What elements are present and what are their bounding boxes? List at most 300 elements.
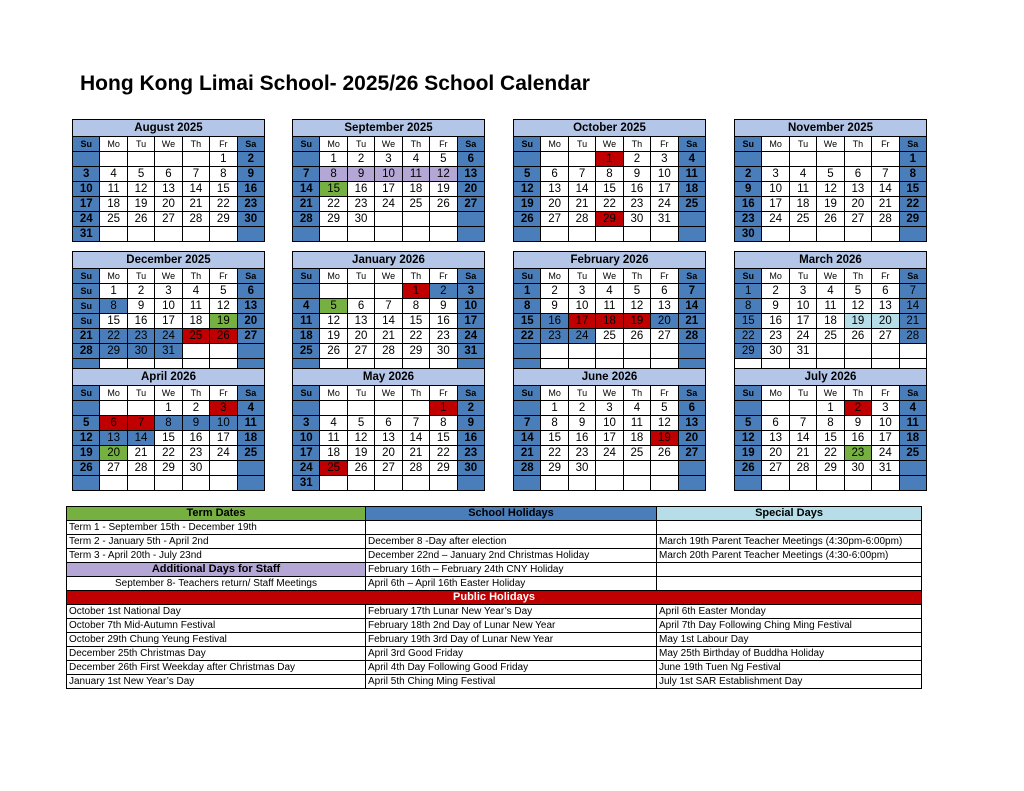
day-cell (678, 212, 705, 227)
weekday-label: Su (735, 386, 762, 401)
day-cell (100, 476, 127, 491)
day-cell: 20 (100, 446, 127, 461)
day-cell: 23 (568, 446, 595, 461)
day-cell (514, 476, 541, 491)
day-cell: 6 (651, 284, 678, 299)
weekday-label: Mo (320, 137, 347, 152)
weekday-label: Fr (210, 137, 237, 152)
day-cell: 6 (872, 284, 899, 299)
month-title: December 2025 (73, 252, 265, 269)
school-holidays-header: School Holidays (366, 507, 657, 521)
weekday-label: Su (735, 137, 762, 152)
day-cell: 10 (762, 182, 789, 197)
month-title: February 2026 (514, 252, 706, 269)
day-cell: 12 (73, 431, 100, 446)
weekday-label: We (375, 386, 402, 401)
day-cell: 26 (651, 446, 678, 461)
weekday-label: We (817, 137, 844, 152)
day-cell: 24 (568, 329, 595, 344)
public-holidays-list (67, 605, 922, 689)
weekday-label: Mo (541, 137, 568, 152)
day-cell (100, 227, 127, 242)
day-cell: 21 (514, 446, 541, 461)
day-cell (817, 227, 844, 242)
day-cell: 11 (899, 416, 926, 431)
day-cell: 23 (541, 329, 568, 344)
weekday-label: Th (844, 269, 871, 284)
month-calendar (734, 368, 927, 491)
day-cell: 1 (541, 401, 568, 416)
day-cell: 26 (430, 197, 457, 212)
day-cell (127, 401, 154, 416)
weekday-label: We (596, 269, 623, 284)
day-cell: 5 (844, 284, 871, 299)
day-cell: 9 (541, 299, 568, 314)
day-cell (844, 344, 871, 359)
day-cell: 1 (735, 284, 762, 299)
day-cell: 28 (789, 461, 816, 476)
day-cell (457, 227, 484, 242)
public-holiday: April 4th Day Following Good Friday (366, 661, 657, 675)
day-cell: 1 (320, 152, 347, 167)
day-cell (347, 227, 374, 242)
day-cell: 7 (375, 299, 402, 314)
day-cell: 21 (678, 314, 705, 329)
day-cell: 12 (844, 299, 871, 314)
day-cell (762, 401, 789, 416)
weekday-label: Fr (872, 269, 899, 284)
day-cell: 25 (789, 212, 816, 227)
day-cell: 20 (651, 314, 678, 329)
day-cell: 27 (541, 212, 568, 227)
day-cell (210, 344, 237, 359)
day-cell: 17 (789, 314, 816, 329)
day-cell: 21 (127, 446, 154, 461)
day-cell: 5 (817, 167, 844, 182)
day-cell: 11 (182, 299, 209, 314)
weekday-label: Tu (347, 137, 374, 152)
school-holiday (366, 521, 657, 535)
day-cell: 20 (762, 446, 789, 461)
term-date: Term 2 - January 5th - April 2nd (67, 535, 366, 549)
day-cell: 25 (899, 446, 926, 461)
day-cell: 11 (678, 167, 705, 182)
day-cell: 15 (430, 431, 457, 446)
day-cell: 23 (347, 197, 374, 212)
day-cell: 13 (678, 416, 705, 431)
day-cell: 31 (73, 227, 100, 242)
day-cell: 29 (402, 344, 429, 359)
day-cell: 7 (402, 416, 429, 431)
day-cell (651, 461, 678, 476)
day-cell: 4 (237, 401, 264, 416)
day-cell: 16 (182, 431, 209, 446)
day-cell: 29 (541, 461, 568, 476)
day-cell: 13 (237, 299, 264, 314)
day-cell: 22 (430, 446, 457, 461)
day-cell: 29 (430, 461, 457, 476)
day-cell (541, 152, 568, 167)
day-cell (789, 476, 816, 491)
day-cell (100, 152, 127, 167)
day-cell: 8 (735, 299, 762, 314)
weekday-label: Th (623, 137, 650, 152)
weekday-label: We (155, 137, 182, 152)
day-cell: 2 (541, 284, 568, 299)
day-cell: 2 (762, 284, 789, 299)
day-cell: 19 (320, 329, 347, 344)
day-cell: 2 (623, 152, 650, 167)
day-cell (651, 344, 678, 359)
day-cell: 27 (651, 329, 678, 344)
day-cell: 30 (623, 212, 650, 227)
day-cell (541, 344, 568, 359)
day-cell: 4 (817, 284, 844, 299)
page-title: Hong Kong Limai School- 2025/26 School Calendar (80, 72, 590, 95)
day-cell (73, 476, 100, 491)
day-cell: 18 (182, 314, 209, 329)
day-cell: 11 (320, 431, 347, 446)
month-title: October 2025 (514, 120, 706, 137)
day-cell: 3 (73, 167, 100, 182)
day-cell: 9 (127, 299, 154, 314)
day-cell: 14 (678, 299, 705, 314)
day-cell (872, 476, 899, 491)
day-cell: 4 (100, 167, 127, 182)
day-cell: 29 (320, 212, 347, 227)
day-cell (651, 227, 678, 242)
day-cell: 19 (623, 314, 650, 329)
day-cell: 27 (457, 197, 484, 212)
day-cell: 25 (817, 329, 844, 344)
day-cell (678, 476, 705, 491)
day-cell: 26 (320, 344, 347, 359)
term-date: Term 3 - April 20th - July 23nd (67, 549, 366, 563)
day-cell: 21 (872, 197, 899, 212)
month-title: July 2026 (735, 369, 927, 386)
day-cell: 25 (596, 329, 623, 344)
day-cell: 11 (789, 182, 816, 197)
day-cell: 15 (817, 431, 844, 446)
day-cell: 4 (678, 152, 705, 167)
weekday-label: Sa (899, 386, 926, 401)
day-cell: 29 (735, 344, 762, 359)
day-cell: Su (73, 314, 100, 329)
day-cell: 17 (73, 197, 100, 212)
day-cell: 5 (430, 152, 457, 167)
day-cell (320, 284, 347, 299)
day-cell (872, 152, 899, 167)
day-cell: 28 (73, 344, 100, 359)
day-cell (899, 227, 926, 242)
day-cell: 13 (347, 314, 374, 329)
day-cell: 14 (872, 182, 899, 197)
day-cell: 30 (844, 461, 871, 476)
day-cell: 14 (789, 431, 816, 446)
weekday-label: Sa (237, 137, 264, 152)
day-cell: 23 (844, 446, 871, 461)
day-cell: 22 (735, 329, 762, 344)
day-cell: 8 (320, 167, 347, 182)
day-cell: 3 (293, 416, 320, 431)
weekday-label: Th (402, 137, 429, 152)
day-cell: 19 (735, 446, 762, 461)
day-cell: 22 (155, 446, 182, 461)
month-title: September 2025 (293, 120, 485, 137)
weekday-label: Tu (568, 269, 595, 284)
day-cell: 22 (541, 446, 568, 461)
day-cell: 7 (872, 167, 899, 182)
weekday-label: Su (293, 137, 320, 152)
day-cell (182, 227, 209, 242)
day-cell: 22 (210, 197, 237, 212)
public-holiday: October 7th Mid-Autumn Festival (67, 619, 366, 633)
public-holiday: June 19th Tuen Ng Festival (657, 661, 922, 675)
day-cell: 27 (237, 329, 264, 344)
day-cell: 12 (320, 314, 347, 329)
day-cell (514, 344, 541, 359)
day-cell: 6 (155, 167, 182, 182)
day-cell: 20 (155, 197, 182, 212)
day-cell: 28 (514, 461, 541, 476)
day-cell: 22 (402, 329, 429, 344)
weekday-label: Su (735, 269, 762, 284)
day-cell: 18 (402, 182, 429, 197)
day-cell (514, 401, 541, 416)
day-cell: 5 (514, 167, 541, 182)
day-cell: 1 (402, 284, 429, 299)
additional-day: September 8- Teachers return/ Staff Meetings (67, 577, 366, 591)
day-cell: 7 (514, 416, 541, 431)
day-cell: 6 (762, 416, 789, 431)
day-cell: 10 (155, 299, 182, 314)
day-cell: 22 (100, 329, 127, 344)
day-cell: 16 (623, 182, 650, 197)
day-cell (375, 476, 402, 491)
day-cell: 30 (347, 212, 374, 227)
public-holiday: October 1st National Day (67, 605, 366, 619)
day-cell: 4 (899, 401, 926, 416)
day-cell (375, 212, 402, 227)
month-calendar (72, 251, 265, 374)
day-cell: 6 (541, 167, 568, 182)
day-cell (210, 476, 237, 491)
day-cell: 13 (100, 431, 127, 446)
day-cell: 2 (430, 284, 457, 299)
day-cell: 8 (541, 416, 568, 431)
day-cell: 6 (347, 299, 374, 314)
school-holiday: December 8 -Day after election (366, 535, 657, 549)
day-cell (623, 476, 650, 491)
day-cell: 31 (872, 461, 899, 476)
weekday-label: Sa (237, 269, 264, 284)
day-cell: 30 (457, 461, 484, 476)
public-holiday: October 29th Chung Yeung Festival (67, 633, 366, 647)
day-cell: Su (73, 284, 100, 299)
day-cell (100, 401, 127, 416)
day-cell: 8 (155, 416, 182, 431)
day-cell: 24 (73, 212, 100, 227)
day-cell: 18 (596, 314, 623, 329)
month-calendar (72, 368, 265, 491)
day-cell: 26 (73, 461, 100, 476)
day-cell: 19 (347, 446, 374, 461)
day-cell: 26 (514, 212, 541, 227)
day-cell: 9 (430, 299, 457, 314)
day-cell: 3 (210, 401, 237, 416)
day-cell: 21 (182, 197, 209, 212)
day-cell: 18 (237, 431, 264, 446)
day-cell: 6 (237, 284, 264, 299)
day-cell (182, 476, 209, 491)
weekday-label: Tu (789, 137, 816, 152)
day-cell: 4 (623, 401, 650, 416)
day-cell (210, 227, 237, 242)
weekday-label: Tu (789, 386, 816, 401)
day-cell: 17 (872, 431, 899, 446)
day-cell (347, 401, 374, 416)
day-cell: 31 (293, 476, 320, 491)
weekday-label: Th (182, 137, 209, 152)
day-cell: 28 (872, 212, 899, 227)
day-cell: 11 (623, 416, 650, 431)
day-cell (155, 152, 182, 167)
day-cell: 18 (623, 431, 650, 446)
weekday-label: Th (402, 386, 429, 401)
weekday-label: Fr (430, 137, 457, 152)
month-calendar (513, 119, 706, 242)
day-cell: 19 (651, 431, 678, 446)
weekday-label: We (817, 386, 844, 401)
day-cell: 19 (210, 314, 237, 329)
day-cell: 12 (623, 299, 650, 314)
day-cell: 3 (872, 401, 899, 416)
day-cell: 17 (596, 431, 623, 446)
day-cell: 3 (596, 401, 623, 416)
day-cell: 24 (872, 446, 899, 461)
day-cell: 14 (514, 431, 541, 446)
weekday-label: Th (623, 386, 650, 401)
day-cell: 5 (127, 167, 154, 182)
day-cell: 31 (789, 344, 816, 359)
day-cell: 19 (127, 197, 154, 212)
public-holiday: February 18th 2nd Day of Lunar New Year (366, 619, 657, 633)
day-cell (568, 344, 595, 359)
day-cell: 9 (182, 416, 209, 431)
school-holiday: April 6th – April 16th Easter Holiday (366, 577, 657, 591)
day-cell (514, 227, 541, 242)
month-title: January 2026 (293, 252, 485, 269)
day-cell: 21 (375, 329, 402, 344)
day-cell: 10 (73, 182, 100, 197)
special-day (657, 563, 922, 577)
day-cell: 11 (237, 416, 264, 431)
day-cell: 19 (514, 197, 541, 212)
weekday-label: Su (514, 386, 541, 401)
day-cell: 19 (73, 446, 100, 461)
day-cell: 13 (872, 299, 899, 314)
day-cell (762, 152, 789, 167)
day-cell: 15 (899, 182, 926, 197)
day-cell (735, 152, 762, 167)
month-title: November 2025 (735, 120, 927, 137)
day-cell (347, 284, 374, 299)
weekday-label: Mo (541, 269, 568, 284)
day-cell: 24 (762, 212, 789, 227)
day-cell: 15 (320, 182, 347, 197)
day-cell: 12 (127, 182, 154, 197)
day-cell: 10 (872, 416, 899, 431)
day-cell (237, 344, 264, 359)
day-cell: 17 (651, 182, 678, 197)
day-cell: 30 (127, 344, 154, 359)
day-cell: 28 (402, 461, 429, 476)
day-cell: 18 (100, 197, 127, 212)
day-cell: 6 (100, 416, 127, 431)
day-cell (678, 227, 705, 242)
public-holiday: April 7th Day Following Ching Ming Festival (657, 619, 922, 633)
day-cell: 23 (762, 329, 789, 344)
day-cell (182, 344, 209, 359)
day-cell: 2 (237, 152, 264, 167)
day-cell: 7 (789, 416, 816, 431)
day-cell: 13 (375, 431, 402, 446)
day-cell (182, 152, 209, 167)
day-cell: 9 (457, 416, 484, 431)
day-cell: 1 (100, 284, 127, 299)
day-cell: 3 (789, 284, 816, 299)
day-cell (155, 227, 182, 242)
weekday-label: Fr (210, 269, 237, 284)
day-cell (320, 476, 347, 491)
day-cell: 13 (457, 167, 484, 182)
month-calendar (292, 119, 485, 242)
day-cell: 24 (375, 197, 402, 212)
weekday-label: Fr (872, 386, 899, 401)
day-cell: 28 (127, 461, 154, 476)
day-cell: 10 (293, 431, 320, 446)
day-cell: 10 (651, 167, 678, 182)
weekday-label: We (155, 386, 182, 401)
day-cell: 11 (293, 314, 320, 329)
day-cell (872, 344, 899, 359)
weekday-label: Tu (347, 269, 374, 284)
day-cell: 15 (100, 314, 127, 329)
day-cell (872, 227, 899, 242)
weekday-label: Mo (762, 137, 789, 152)
weekday-label: Sa (678, 386, 705, 401)
day-cell: 27 (844, 212, 871, 227)
special-day: March 19th Parent Teacher Meetings (4:30pm-6:00pm) (657, 535, 922, 549)
day-cell: 29 (899, 212, 926, 227)
day-cell: 12 (817, 182, 844, 197)
term-date: Term 1 - September 15th - December 19th (67, 521, 366, 535)
day-cell: 30 (430, 344, 457, 359)
month-title: June 2026 (514, 369, 706, 386)
day-cell: 26 (347, 461, 374, 476)
day-cell (844, 152, 871, 167)
day-cell: 8 (596, 167, 623, 182)
day-cell: 21 (789, 446, 816, 461)
weekday-label: We (155, 269, 182, 284)
day-cell (293, 227, 320, 242)
special-day (657, 577, 922, 591)
weekday-label: Th (402, 269, 429, 284)
day-cell: 1 (430, 401, 457, 416)
day-cell: 27 (347, 344, 374, 359)
month-calendar (734, 119, 927, 242)
day-cell: 30 (568, 461, 595, 476)
